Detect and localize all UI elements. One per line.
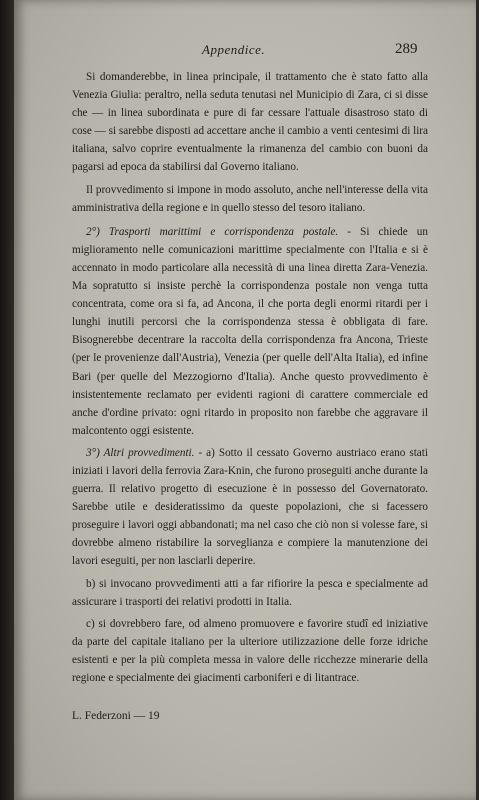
paragraph-other-measures xyxy=(72,444,428,571)
paragraph-fishing: b) si invocano provvedimenti atti a far rifiorire la pesca e specialmente ad assicurare i trasporti dei relativi prodotti in Italia. xyxy=(72,577,428,608)
signature-mark: L. Federzoni — 19 xyxy=(72,710,160,722)
book-page xyxy=(14,0,476,800)
paragraph-other-measures-text: - a) Sotto il cessato Governo austriaco erano stati iniziati i lavori della ferrovia Zara-Knin, che furono proseguiti anche durante la guerra. Il relativo progetto di esecuzione è in possesso del Governatorato. Sarebbe utile e desideratissimo da queste popolazioni, che si facessero proseguire i lavori oggi abbandonati; ma nel caso che ciò non si volesse fare, si dovrebbe almeno ristabilire la sorveglianza e compiere la manutenzione dei lavori eseguiti, per non lasciarli deperire. xyxy=(72,446,428,568)
page-number: 289 xyxy=(395,41,418,57)
paragraph-treasury: Il provvedimento si impone in modo assoluto, anche nell'interesse della vita amministrativa della regione e in quello stesso del tesoro italiano. xyxy=(72,183,428,214)
page-body xyxy=(72,68,428,687)
section-heading-transport: 2°) Trasporti marittimi e corrispondenza postale. xyxy=(86,225,339,238)
paragraph-transport-text: - Si chiede un miglioramento nelle comunicazioni marittime specialmente con l'Italia e si è accennato in modo particolare alla necessità di una linea diretta Zara-Venezia. Ma sopratutto si insiste perchè la corrispondenza postale non venga tutta concentrata, come ora si fa, ad Ancona, il che porta degli enormi ritardi per i lunghi inutili percorsi che la corrispondenza stessa è obbligata di fare. Bisognerebbe decentrare la raccolta della corrispondenza fra Ancona, Trieste (per le provenienze dall'Austria), Venezia (per quelle dell'Alta Italia), ed infine Bari (per quelle del Mezzogiorno d'Italia). Anche questo provvedimento è insistentemente reclamato per evidenti ragioni di carattere commerciale ed anche d'ordine privato: ogni ritardo in proposito non farebbe che aggravare il malcontento oggi esistente. xyxy=(72,225,428,437)
paragraph-exchange-rate: Si domanderebbe, in linea principale, il trattamento che è stato fatto alla Venezia Giulia: peraltro, nella seduta tenutasi nel Municipio di Zara, ci si disse che — in linea subordinata e pure di far cessare l'attuale disastroso stato di cose — si sarebbe disposti ad accettare anche il cambio a venti centesimi di lira italiana, salvo coprire eventualmente la rimanenza del cambio con buoni da pagarsi ad epoca da stabilirsi dal Governo italiano. xyxy=(72,71,429,174)
paragraph-transport xyxy=(72,223,428,440)
running-title: Appendice. xyxy=(202,42,266,57)
section-heading-other-measures: 3°) Altri provvedimenti. xyxy=(86,446,195,459)
book-spine-shadow xyxy=(0,0,14,800)
paragraph-resources: c) si dovrebbero fare, od almeno promuovere e favorire studî ed iniziative da parte del capitale italiano per la ulteriore utilizzazione delle forze idriche esistenti e per la più completa messa in valore delle ricchezze minerarie della regione e specialmente dei giacimenti carboniferi e di litantrace. xyxy=(72,617,428,684)
running-header xyxy=(14,42,476,62)
